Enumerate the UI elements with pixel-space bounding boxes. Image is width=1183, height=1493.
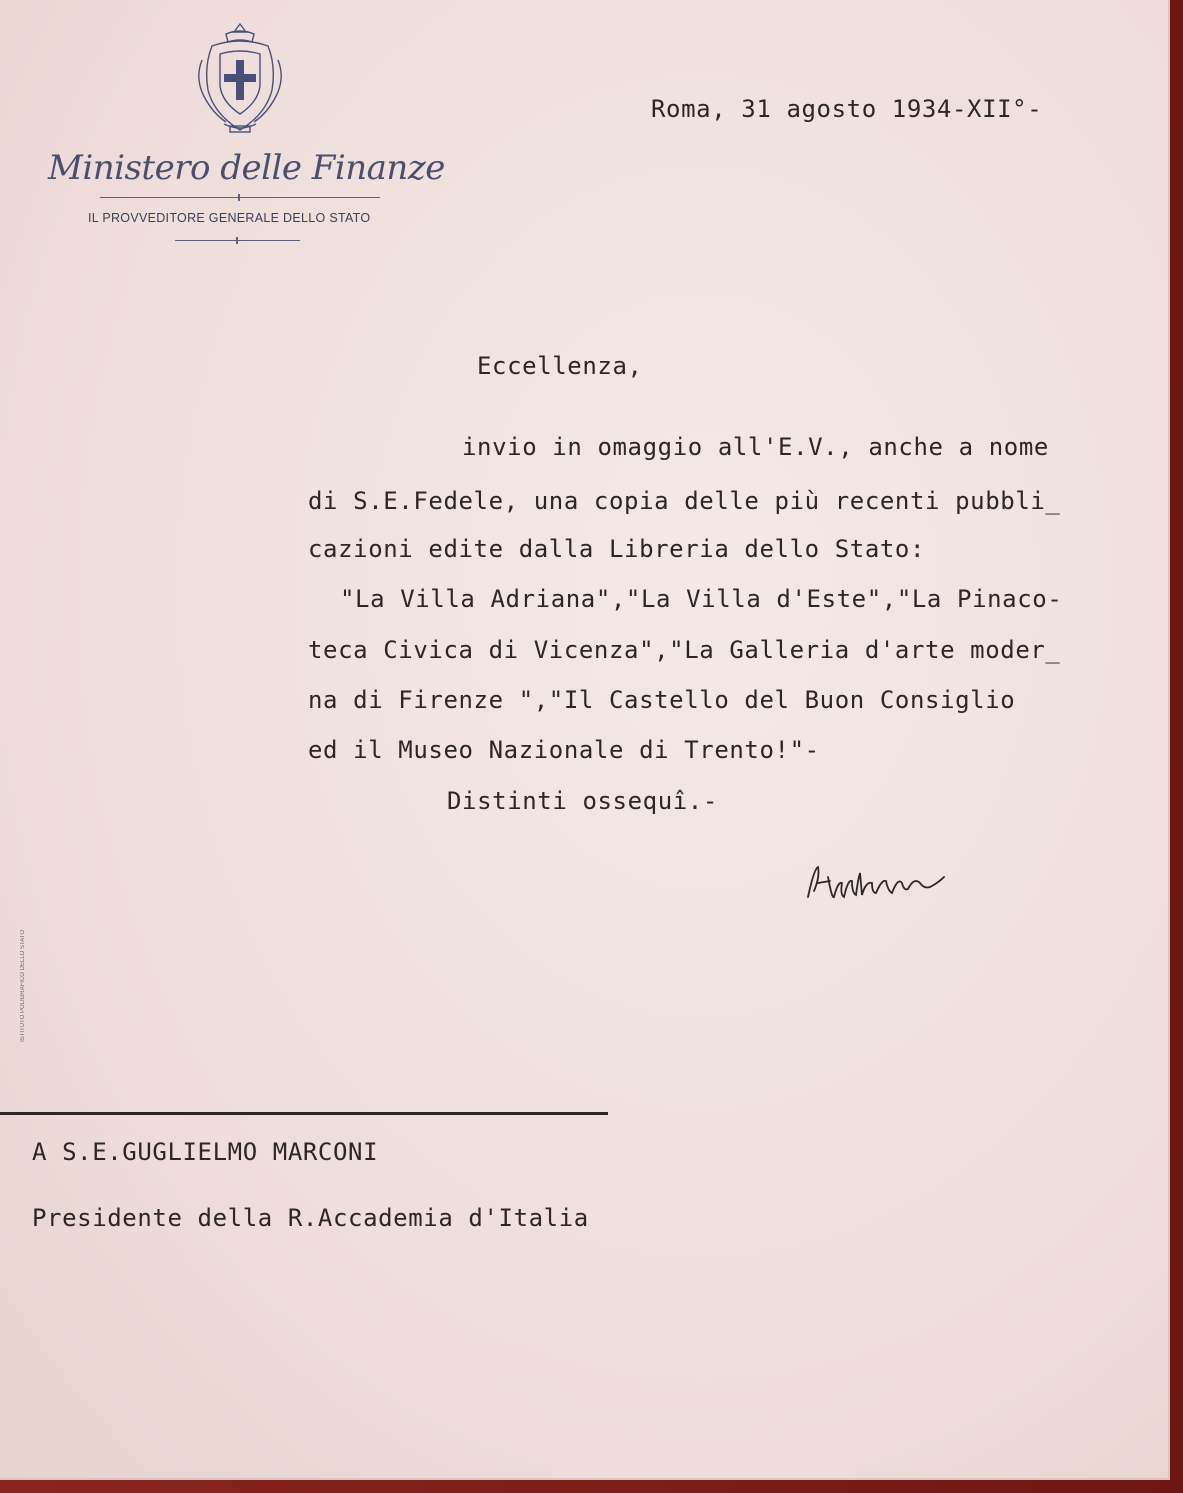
letter-date: Roma, 31 agosto 1934-XII°-	[651, 95, 1043, 123]
body-line: cazioni edite dalla Libreria dello Stato:	[308, 535, 926, 563]
address-divider	[0, 1112, 608, 1115]
body-line: invio in omaggio all'E.V., anche a nome	[462, 433, 1049, 461]
body-line: "La Villa Adriana","La Villa d'Este","La Pinaco-	[340, 585, 1063, 613]
handwritten-signature-icon	[800, 855, 990, 915]
addressee-title: Presidente della R.Accademia d'Italia	[32, 1204, 589, 1232]
addressee-name: A S.E.GUGLIELMO MARCONI	[32, 1138, 379, 1166]
printer-credit: ISTITUTO POLIGRAFICO DELLO STATO	[20, 930, 26, 1042]
closing: Distinti ossequî.-	[447, 787, 718, 815]
divider	[100, 197, 380, 198]
office-title: IL PROVVEDITORE GENERALE DELLO STATO	[88, 211, 371, 225]
divider-ornament	[238, 194, 240, 201]
royal-coat-of-arms-icon	[190, 20, 290, 138]
body-line: di S.E.Fedele, una copia delle più recenti pubbli_	[308, 487, 1061, 515]
body-line: na di Firenze ","Il Castello del Buon Consiglio	[308, 686, 1016, 714]
divider-ornament	[236, 237, 238, 244]
body-line: ed il Museo Nazionale di Trento!"-	[308, 736, 820, 764]
body-line: teca Civica di Vicenza","La Galleria d'arte moder_	[308, 636, 1061, 664]
ministry-name: Ministero delle Finanze	[48, 148, 445, 188]
salutation: Eccellenza,	[477, 352, 643, 380]
